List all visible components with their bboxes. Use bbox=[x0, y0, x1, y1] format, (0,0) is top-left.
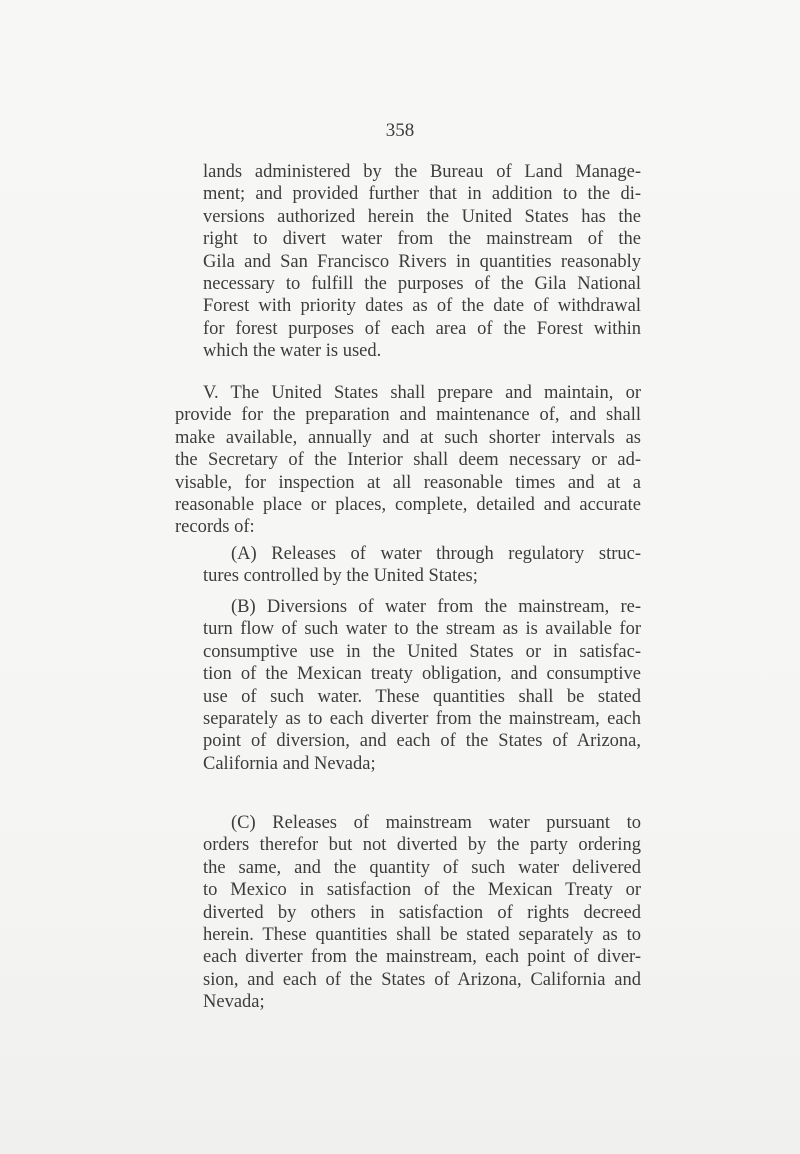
item-b-paragraph bbox=[203, 596, 641, 775]
paragraph-continuation bbox=[203, 161, 641, 363]
section-v-paragraph bbox=[175, 382, 641, 539]
text-line: orders therefor but not diverted by the party ordering bbox=[203, 835, 641, 856]
text-line: right to divert water from the mainstream of the bbox=[203, 229, 641, 250]
text-line: Forest with priority dates as of the date of withdrawal bbox=[203, 296, 641, 317]
text-line: the same, and the quantity of such water delivered bbox=[203, 857, 641, 878]
text-line: tures controlled by the United States; bbox=[203, 566, 478, 587]
text-line: the Secretary of the Interior shall deem necessary or ad- bbox=[175, 450, 641, 471]
text-line: (C) Releases of mainstream water pursuant to bbox=[231, 813, 641, 833]
text-line: which the water is used. bbox=[203, 341, 382, 362]
text-line: herein. These quantities shall be stated separately as to bbox=[203, 924, 641, 945]
text-line: consumptive use in the United States or in satisfac- bbox=[203, 641, 641, 662]
text-line: sion, and each of the States of Arizona, California and bbox=[203, 969, 641, 990]
text-line: point of diversion, and each of the States of Arizona, bbox=[203, 731, 641, 752]
text-line: versions authorized herein the United States has the bbox=[203, 206, 641, 227]
text-line: V. The United States shall prepare and maintain, or bbox=[203, 383, 641, 403]
item-a-paragraph bbox=[203, 543, 641, 588]
text-line: for forest purposes of each area of the Forest within bbox=[203, 318, 641, 339]
text-line: ment; and provided further that in addition to the di- bbox=[203, 184, 641, 205]
text-line: provide for the preparation and maintenance of, and shall bbox=[175, 405, 641, 426]
text-line: each diverter from the mainstream, each point of diver- bbox=[203, 947, 641, 968]
page-number: 358 bbox=[385, 120, 415, 141]
item-c-paragraph bbox=[203, 812, 641, 1014]
text-line: separately as to each diverter from the mainstream, each bbox=[203, 708, 641, 729]
text-line: make available, annually and at such shorter intervals as bbox=[175, 427, 641, 448]
text-line: records of: bbox=[175, 517, 255, 538]
text-line: necessary to fulfill the purposes of the Gila National bbox=[203, 273, 641, 294]
text-line: tion of the Mexican treaty obligation, and consumptive bbox=[203, 664, 641, 685]
text-line: use of such water. These quantities shall be stated bbox=[203, 686, 641, 707]
text-line: to Mexico in satisfaction of the Mexican Treaty or bbox=[203, 880, 641, 901]
text-line: (B) Diversions of water from the mainstream, re- bbox=[231, 597, 641, 617]
text-line: lands administered by the Bureau of Land Manage- bbox=[203, 162, 641, 182]
text-line: turn flow of such water to the stream as is available for bbox=[203, 619, 641, 640]
text-line: California and Nevada; bbox=[203, 753, 376, 774]
text-line: (A) Releases of water through regulatory struc- bbox=[231, 544, 641, 564]
text-line: Nevada; bbox=[203, 992, 265, 1013]
text-line: visable, for inspection at all reasonable times and at a bbox=[175, 472, 641, 493]
text-line: Gila and San Francisco Rivers in quantities reasonably bbox=[203, 251, 641, 272]
text-line: reasonable place or places, complete, detailed and accurate bbox=[175, 494, 641, 515]
text-line: diverted by others in satisfaction of rights decreed bbox=[203, 902, 641, 923]
